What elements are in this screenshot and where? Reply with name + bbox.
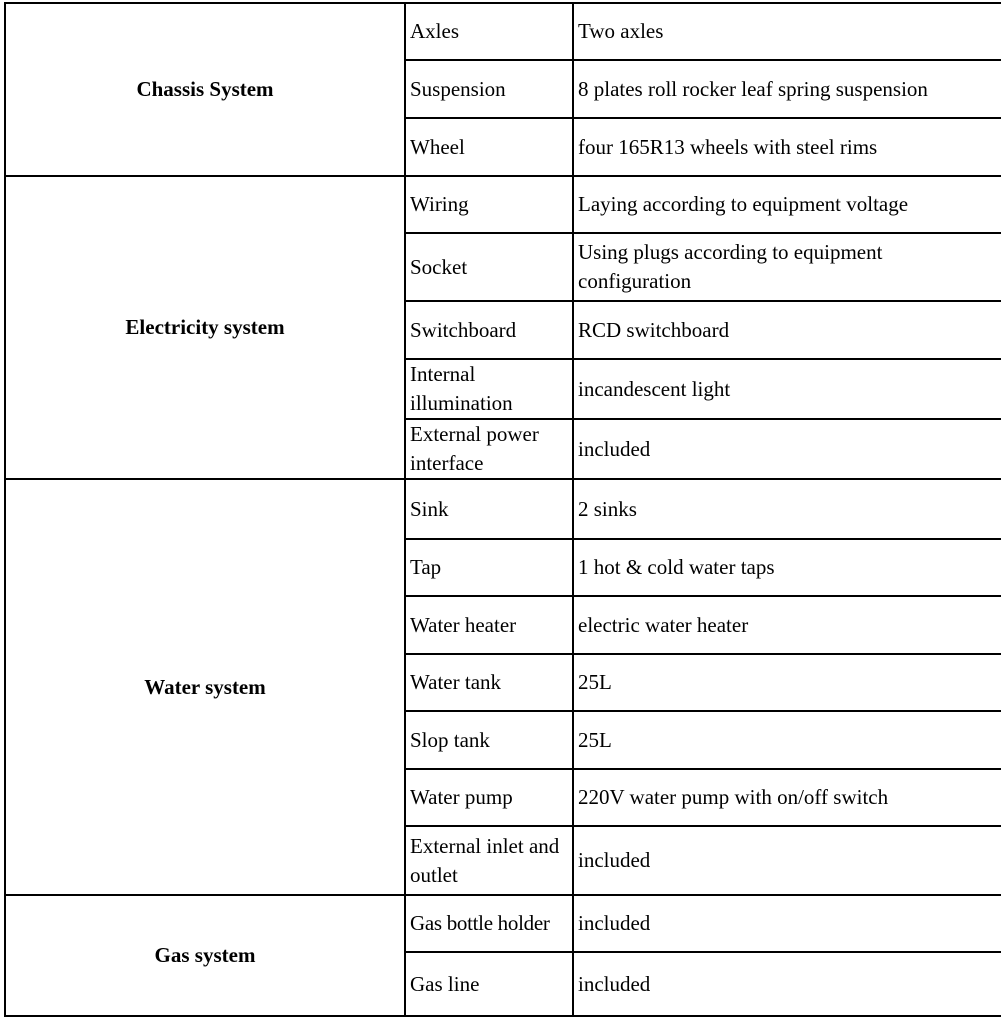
section-title-gas: Gas system (5, 895, 405, 1016)
value-cell: 25L (573, 654, 1001, 711)
item-cell: Internal illumination (405, 359, 573, 419)
item-cell: External power interface (405, 419, 573, 479)
item-cell: Axles (405, 3, 573, 60)
item-cell: Slop tank (405, 711, 573, 769)
section-title-electricity: Electricity system (5, 176, 405, 479)
table-row (5, 479, 1001, 539)
value-cell: 220V water pump with on/off switch (573, 769, 1001, 826)
item-cell: External inlet and outlet (405, 826, 573, 895)
item-cell: Socket (405, 233, 573, 301)
item-cell: Water pump (405, 769, 573, 826)
table-row (5, 895, 1001, 952)
item-cell: Wheel (405, 118, 573, 176)
value-cell: included (573, 826, 1001, 895)
specification-table (4, 2, 1001, 1017)
value-cell: electric water heater (573, 596, 1001, 654)
section-title-water: Water system (5, 479, 405, 895)
value-cell: Laying according to equipment voltage (573, 176, 1001, 233)
item-cell: Suspension (405, 60, 573, 118)
value-cell: 8 plates roll rocker leaf spring suspension (573, 60, 1001, 118)
item-cell: Gas line (405, 952, 573, 1016)
item-cell: Gas bottle holder (405, 895, 573, 952)
value-cell: incandescent light (573, 359, 1001, 419)
section-title-chassis: Chassis System (5, 3, 405, 176)
value-cell: Two axles (573, 3, 1001, 60)
item-cell: Water heater (405, 596, 573, 654)
value-cell: included (573, 419, 1001, 479)
value-cell: four 165R13 wheels with steel rims (573, 118, 1001, 176)
value-cell: Using plugs according to equipment configuration (573, 233, 1001, 301)
table-row (5, 176, 1001, 233)
value-cell: 25L (573, 711, 1001, 769)
value-cell: 2 sinks (573, 479, 1001, 539)
item-cell: Switchboard (405, 301, 573, 359)
item-cell: Wiring (405, 176, 573, 233)
table-row (5, 3, 1001, 60)
item-cell: Tap (405, 539, 573, 596)
value-cell: included (573, 895, 1001, 952)
item-cell: Water tank (405, 654, 573, 711)
value-cell: included (573, 952, 1001, 1016)
value-cell: RCD switchboard (573, 301, 1001, 359)
value-cell: 1 hot & cold water taps (573, 539, 1001, 596)
item-cell: Sink (405, 479, 573, 539)
